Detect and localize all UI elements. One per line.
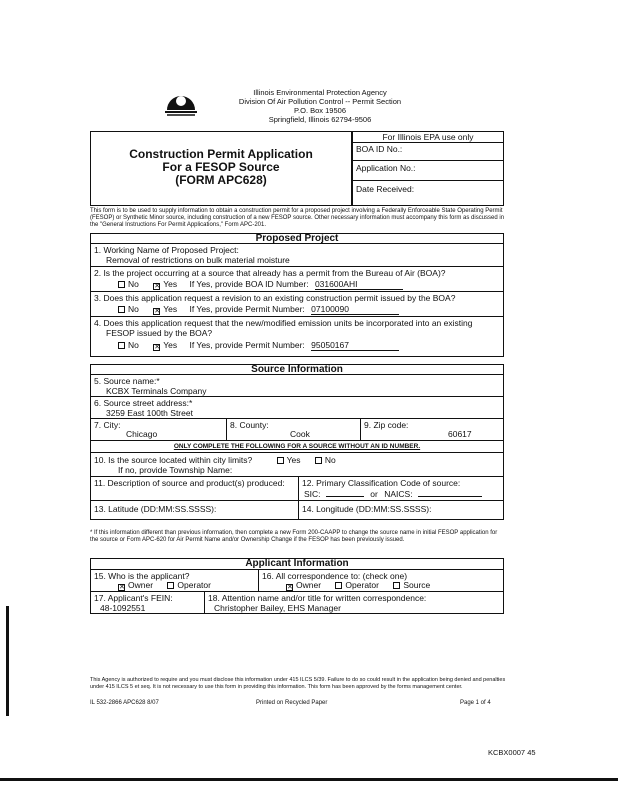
q16-owner-checkbox[interactable]: ✕: [287, 584, 293, 591]
q2-no-label: No: [128, 279, 139, 289]
q15-label: 15. Who is the applicant?: [94, 571, 190, 581]
q3-yes-label: Yes: [163, 304, 178, 314]
footer-form-id: IL 532-2866 APC628 8/07: [90, 700, 159, 706]
intro-paragraph: This form is to be used to supply information to obtain a construction permit for a proposed project involving a Federally Enforceable State Operating Permit (FESOP) or Synthetic Minor source, including construction of a new FESOP source. Other necessary information must accompany this form as discussed in the "General Instructions For Permit Applications," Form APC-201.: [90, 208, 505, 228]
epa-use-header: For Illinois EPA use only: [382, 132, 474, 142]
q2-no-checkbox[interactable]: [118, 281, 125, 288]
q15-owner-label: Owner: [128, 580, 154, 590]
q2-options: [118, 279, 403, 290]
q16-owner-label: Owner: [296, 580, 322, 590]
q3-permit-value[interactable]: 07100090: [311, 304, 399, 315]
agency-division: Division Of Air Pollution Control -- Permit Section: [238, 97, 402, 106]
scan-edge-mark: [6, 606, 9, 716]
q2-yes-label: Yes: [163, 279, 178, 289]
q10-label: 10. Is the source located within city limits?: [94, 455, 253, 465]
q1-label: 1. Working Name of Proposed Project:: [94, 245, 239, 255]
q5-label: 5. Source name:*: [94, 376, 160, 386]
q16-label: 16. All correspondence to: (check one): [262, 571, 408, 581]
q5-source-name[interactable]: KCBX Terminals Company: [106, 386, 207, 396]
q10-no-checkbox[interactable]: [315, 457, 322, 464]
q12-naics-field[interactable]: [418, 496, 482, 497]
q4-permit-value[interactable]: 95050167: [311, 340, 399, 351]
q6-label: 6. Source street address:*: [94, 398, 193, 408]
q9-zip-code[interactable]: 60617: [448, 429, 472, 439]
q3-prompt: If Yes, provide Permit Number:: [189, 304, 305, 314]
q18-label: 18. Attention name and/or title for written correspondence:: [208, 593, 427, 603]
q15-owner-checkbox[interactable]: ✕: [119, 584, 125, 591]
agency-po-box: P.O. Box 19506: [294, 106, 346, 115]
q11-label: 11. Description of source and product(s) produced:: [94, 478, 285, 488]
q10-township-prompt: If no, provide Township Name:: [118, 465, 233, 475]
q16-operator-checkbox[interactable]: [335, 582, 342, 589]
bates-number: KCBX0007 45: [488, 748, 536, 757]
q17-label: 17. Applicant's FEIN:: [94, 593, 173, 603]
only-complete-note: ONLY COMPLETE THE FOLLOWING FOR A SOURCE WITHOUT AN ID NUMBER.: [173, 443, 421, 450]
q2-yes-checkbox[interactable]: ✕: [154, 283, 161, 290]
q12-codes: [304, 489, 482, 499]
footer-page-number: Page 1 of 4: [460, 700, 491, 706]
q12-naics-label: NAICS:: [384, 489, 413, 499]
date-received-field[interactable]: Date Received:: [356, 184, 415, 194]
q7-city[interactable]: Chicago: [126, 429, 158, 439]
q10-row: [94, 455, 336, 465]
q1-project-name[interactable]: Removal of restrictions on bulk material moisture: [106, 255, 290, 265]
q4-prompt: If Yes, provide Permit Number:: [189, 340, 305, 350]
q8-label: 8. County:: [230, 420, 269, 430]
q4-yes-checkbox[interactable]: ✕: [154, 344, 161, 351]
q2-boa-id-value[interactable]: 031600AHI: [315, 279, 403, 290]
application-no-field[interactable]: Application No.:: [356, 163, 416, 173]
q9-label: 9. Zip code:: [364, 420, 409, 430]
q16-options: [286, 580, 430, 591]
q16-operator-label: Operator: [345, 580, 379, 590]
q12-or: or: [370, 489, 378, 499]
q16-source-label: Source: [403, 580, 431, 590]
q14-longitude-label[interactable]: 14. Longitude (DD:MM:SS.SSSS):: [302, 504, 432, 514]
q2-label: 2. Is the project occurring at a source that already has a permit from the Bureau of Air (BOA)?: [94, 268, 446, 278]
q2-prompt: If Yes, provide BOA ID Number:: [189, 279, 309, 289]
form-title-line-3: (FORM APC628): [175, 173, 267, 187]
source-footnote: * If this information different than previous information, then complete a new Form 200-CAAPP to change the source name in initial FESOP application for the source or Form APC-620 for Air Permit Name and/or Ownership Change if the FESOP has been previously issued.: [90, 530, 498, 543]
q12-sic-field[interactable]: [326, 496, 364, 497]
q12-sic-label: SIC:: [304, 489, 321, 499]
agency-city: Springfield, Illinois 62794-9506: [268, 115, 372, 124]
q17-fein-value[interactable]: 48-1092551: [100, 603, 146, 613]
q4-options: [118, 340, 399, 351]
form-title: [90, 148, 352, 187]
footer-notice: This Agency is authorized to require and you must disclose this information under 415 ILCS 5/39. Failure to do so could result in the application being denied and penalties under 415 ILCS 5 et seq. It is not necessary to use this form in providing this information. This form has been approved by the forms management center.: [90, 677, 506, 690]
q13-latitude-label[interactable]: 13. Latitude (DD:MM:SS.SSSS):: [94, 504, 217, 514]
proposed-project-header: Proposed Project: [255, 233, 339, 244]
footer-recycled: Printed on Recycled Paper: [256, 700, 328, 706]
q4-yes-label: Yes: [163, 340, 178, 350]
q15-operator-label: Operator: [177, 580, 211, 590]
q3-no-label: No: [128, 304, 139, 314]
illinois-epa-logo: [163, 88, 199, 118]
agency-name: Illinois Environmental Protection Agency: [253, 88, 387, 97]
q10-yes-checkbox[interactable]: [277, 457, 284, 464]
agency-header: [200, 88, 440, 124]
q7-label: 7. City:: [94, 420, 121, 430]
q4-no-label: No: [128, 340, 139, 350]
applicant-info-header: Applicant Information: [245, 558, 349, 569]
form-title-line-1: Construction Permit Application: [129, 147, 313, 161]
q3-yes-checkbox[interactable]: ✕: [154, 308, 161, 315]
q18-attention-value[interactable]: Christopher Bailey, EHS Manager: [214, 603, 341, 613]
form-title-line-2: For a FESOP Source: [162, 160, 280, 174]
q16-source-checkbox[interactable]: [393, 582, 400, 589]
q4-no-checkbox[interactable]: [118, 342, 125, 349]
q10-yes-label: Yes: [286, 455, 301, 465]
scan-bottom-edge: [0, 778, 618, 781]
source-info-header: Source Information: [251, 364, 343, 375]
q3-label: 3. Does this application request a revision to an existing construction permit issued by the BOA?: [94, 293, 456, 303]
q4-label-cont: FESOP issued by the BOA?: [106, 328, 213, 338]
q15-options: [118, 580, 211, 591]
q8-county[interactable]: Cook: [290, 429, 310, 439]
q12-label: 12. Primary Classification Code of source:: [302, 478, 461, 488]
boa-id-field[interactable]: BOA ID No.:: [356, 144, 403, 154]
q15-operator-checkbox[interactable]: [167, 582, 174, 589]
q3-no-checkbox[interactable]: [118, 306, 125, 313]
q6-street-address[interactable]: 3259 East 100th Street: [106, 408, 193, 418]
q10-no-label: No: [324, 455, 336, 465]
q3-options: [118, 304, 399, 315]
q4-label: 4. Does this application request that the new/modified emission units be incorporated into an existing: [94, 318, 473, 328]
